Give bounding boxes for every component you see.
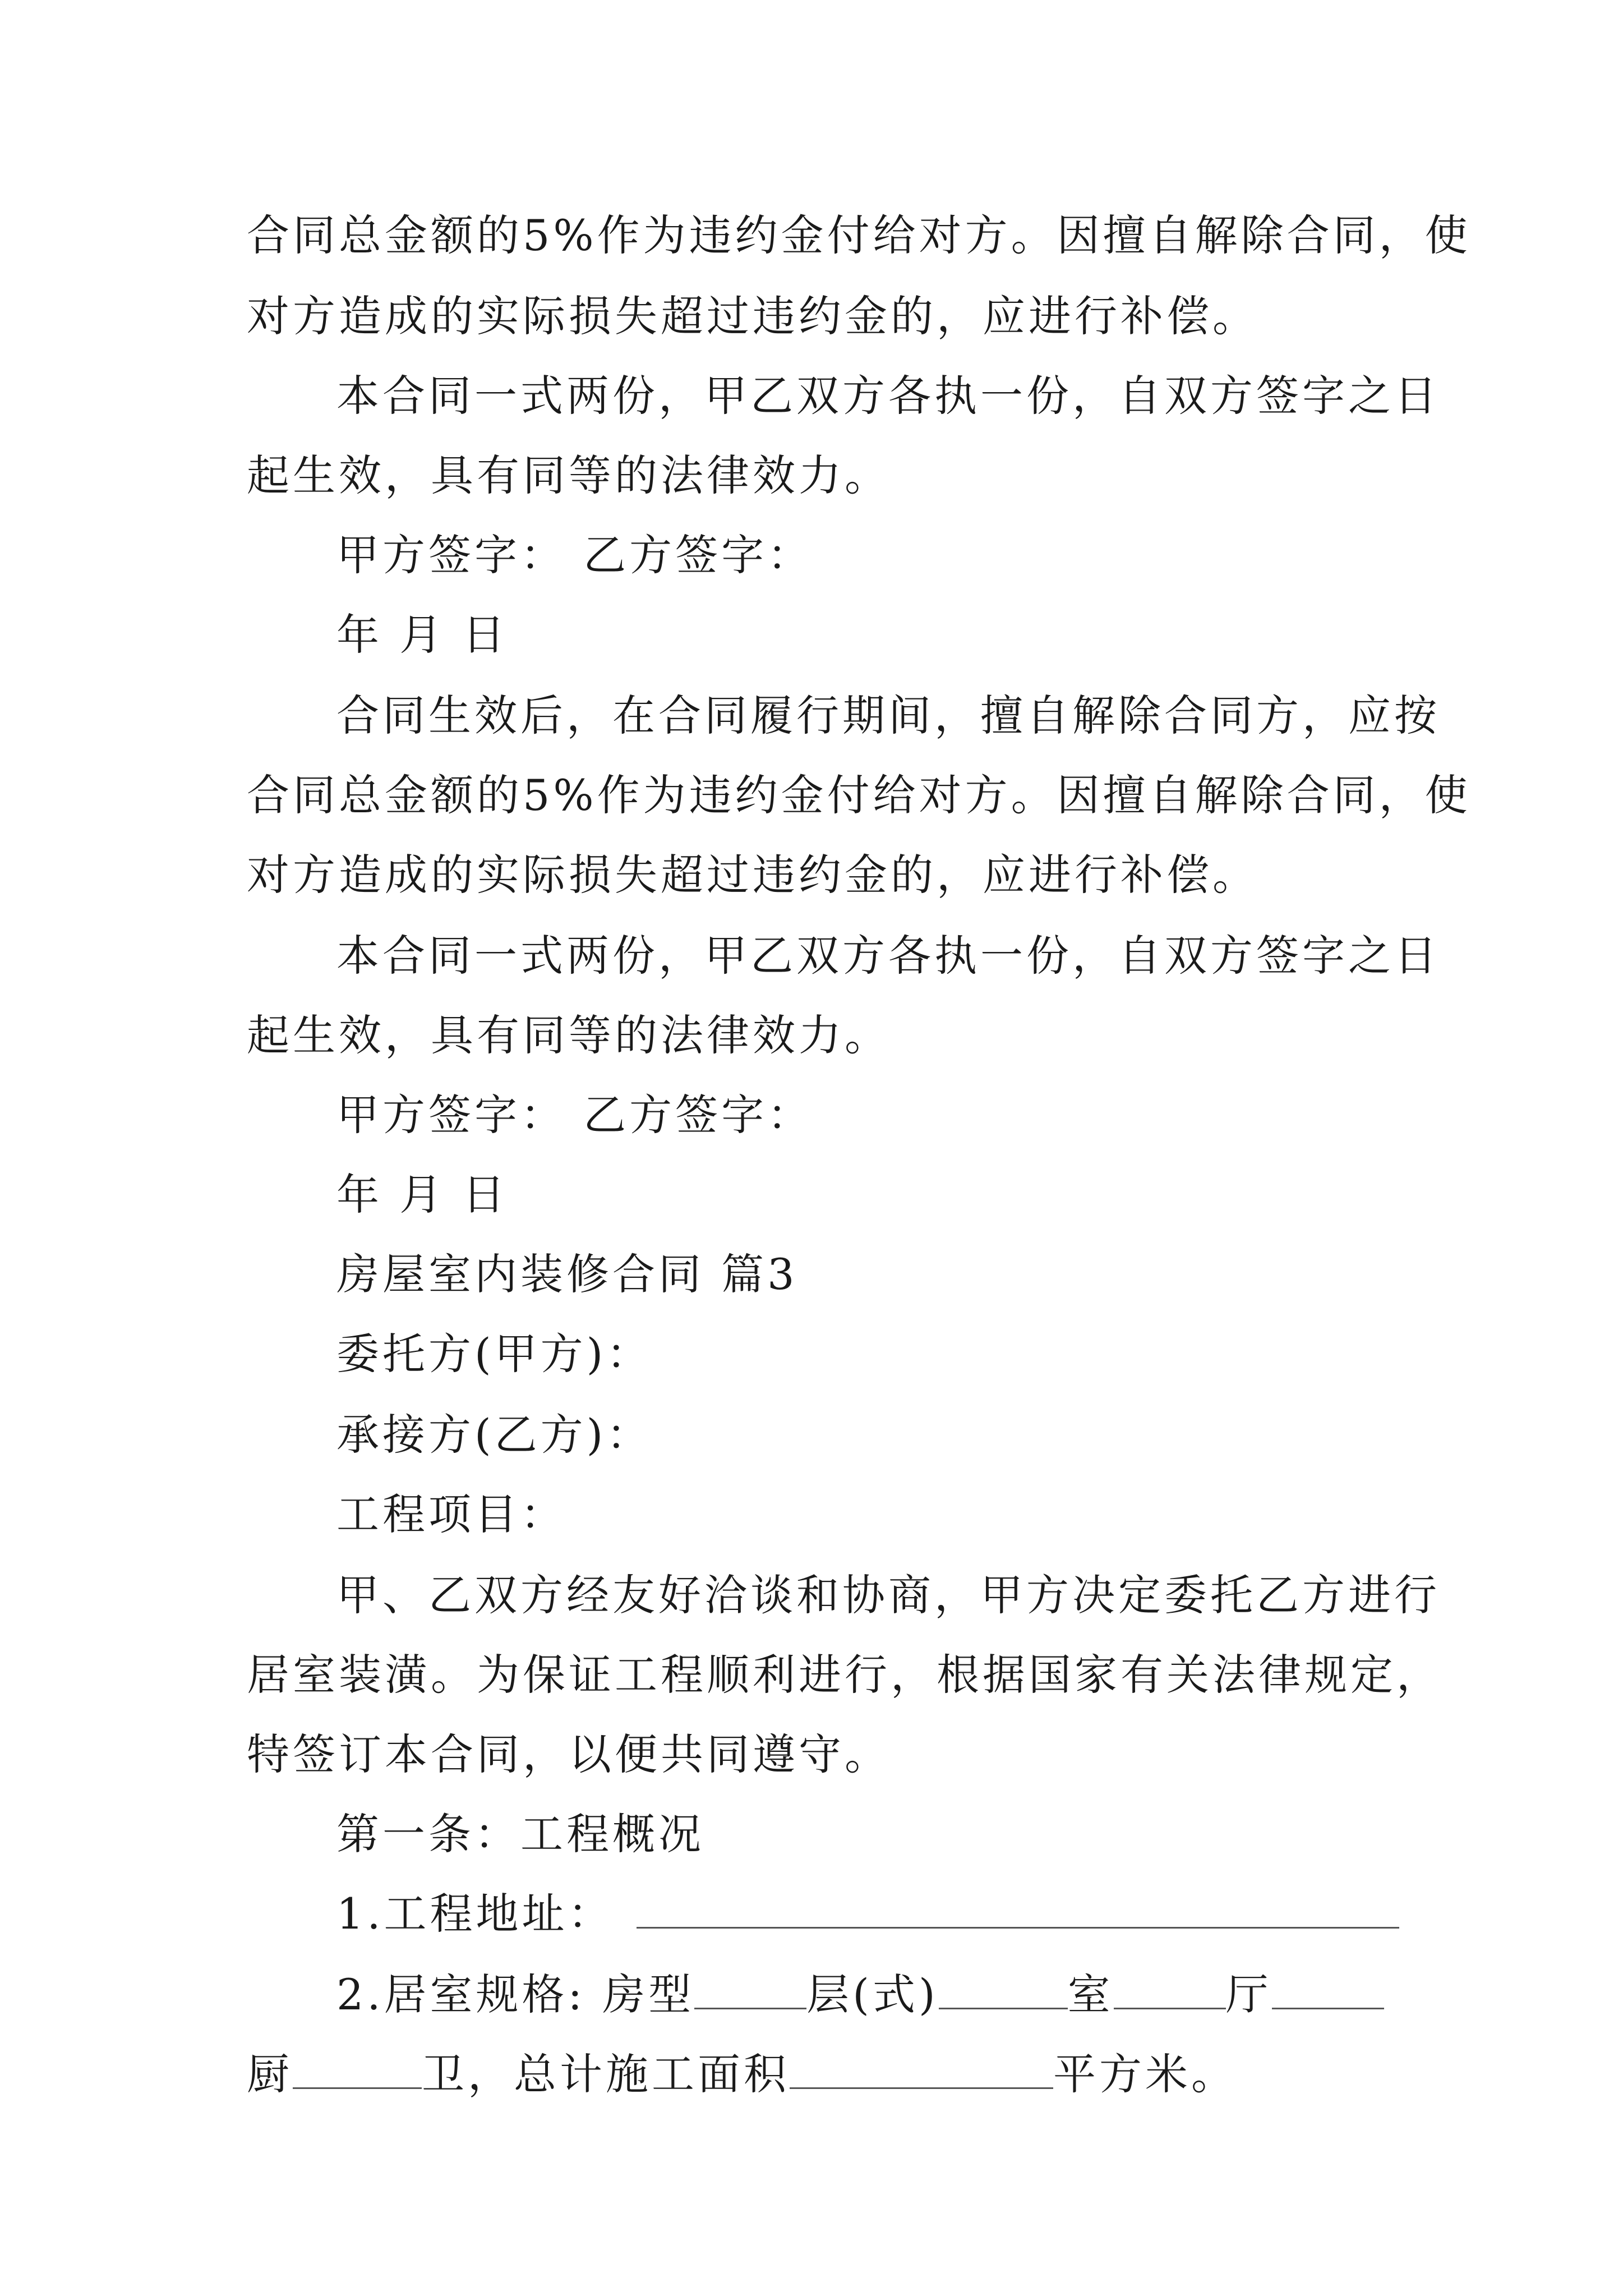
paragraph-line: 合同总金额的5%作为违约金付给对方。因擅自解除合同，使 bbox=[247, 770, 1471, 820]
signature-line: 甲方签字： 乙方签字： bbox=[336, 530, 814, 580]
paragraph-line: 对方造成的实际损失超过违约金的，应进行补偿。 bbox=[247, 850, 1258, 900]
article-title: 第一条：工程概况 bbox=[336, 1809, 704, 1859]
date-line: 年 月 日 bbox=[336, 610, 509, 660]
address-blank[interactable] bbox=[637, 1890, 1399, 1929]
paragraph-line: 本合同一式两份，甲乙双方各执一份，自双方签字之日 bbox=[336, 371, 1440, 421]
room-spec-line bbox=[336, 1968, 1384, 2022]
address-line bbox=[336, 1887, 1399, 1941]
room-type-label: 房型 bbox=[602, 1970, 695, 2019]
paragraph-line: 居室装潢。为保证工程顺利进行，根据国家有关法律规定， bbox=[247, 1650, 1442, 1700]
bedroom-label: 室 bbox=[1067, 1970, 1114, 2019]
area-blank[interactable] bbox=[790, 2050, 1053, 2089]
hall-blank[interactable] bbox=[1272, 1971, 1384, 2009]
kitchen-blank[interactable] bbox=[293, 2050, 422, 2089]
floor-blank[interactable] bbox=[939, 1971, 1068, 2009]
kitchen-label: 厨 bbox=[247, 2049, 293, 2099]
room-type-blank[interactable] bbox=[694, 1971, 806, 2009]
bathroom-area-label: 卫，总计施工面积 bbox=[422, 2049, 790, 2099]
project-line: 工程项目： bbox=[336, 1489, 566, 1539]
floor-label: 层(式) bbox=[806, 1970, 939, 2019]
bedroom-blank[interactable] bbox=[1114, 1971, 1226, 2009]
paragraph-line: 合同生效后，在合同履行期间，擅自解除合同方，应按 bbox=[336, 691, 1440, 740]
section-title: 房屋室内装修合同 篇3 bbox=[336, 1249, 798, 1299]
paragraph-line: 特签订本合同，以便共同遵守。 bbox=[247, 1729, 891, 1779]
paragraph-line: 起生效，具有同等的法律效力。 bbox=[247, 1010, 891, 1060]
paragraph-line: 对方造成的实际损失超过违约金的，应进行补偿。 bbox=[247, 291, 1258, 341]
address-label: 1.工程地址： bbox=[336, 1889, 614, 1939]
paragraph-line: 起生效，具有同等的法律效力。 bbox=[247, 450, 891, 500]
room-spec-line-2 bbox=[247, 2047, 1237, 2101]
date-line: 年 月 日 bbox=[336, 1170, 509, 1220]
paragraph-line: 合同总金额的5%作为违约金付给对方。因擅自解除合同，使 bbox=[247, 210, 1471, 260]
signature-line: 甲方签字： 乙方签字： bbox=[336, 1090, 814, 1140]
party-b-line: 承接方(乙方)： bbox=[336, 1410, 653, 1460]
paragraph-line: 本合同一式两份，甲乙双方各执一份，自双方签字之日 bbox=[336, 931, 1440, 981]
area-unit: 平方米。 bbox=[1053, 2049, 1237, 2099]
room-spec-label: 2.居室规格: bbox=[336, 1970, 586, 2019]
paragraph-line: 甲、乙双方经友好洽谈和协商，甲方决定委托乙方进行 bbox=[336, 1570, 1440, 1620]
party-a-line: 委托方(甲方)： bbox=[336, 1329, 653, 1379]
hall-label: 厅 bbox=[1225, 1970, 1272, 2019]
